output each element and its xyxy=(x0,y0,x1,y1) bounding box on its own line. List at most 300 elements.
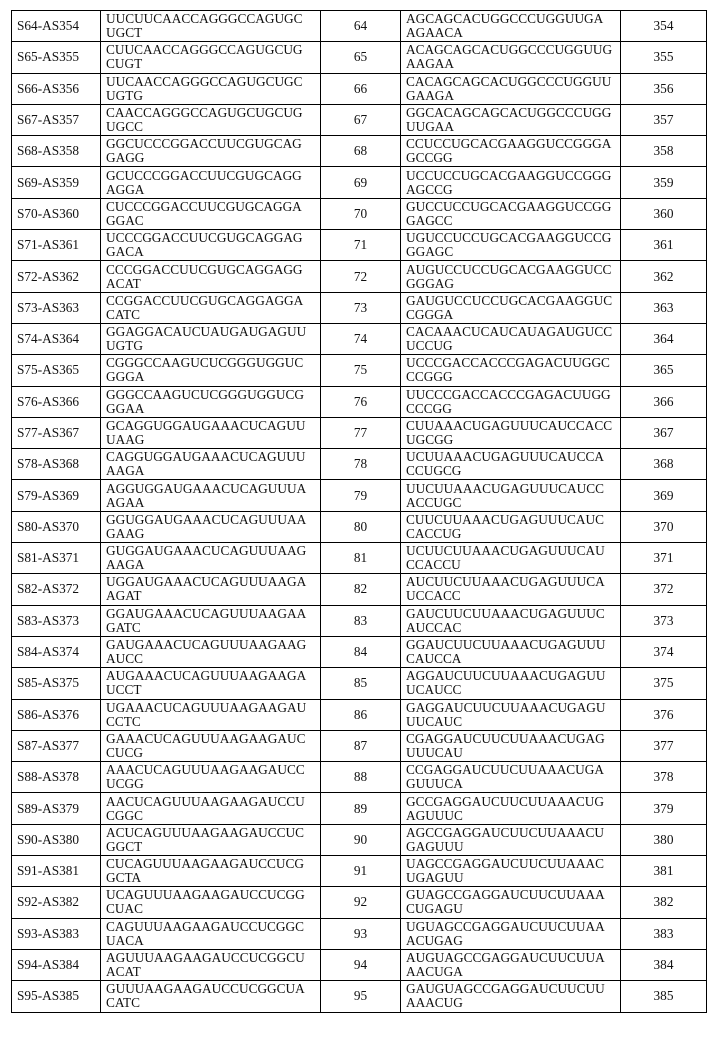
sense-sequence-cell xyxy=(101,136,321,167)
table-row xyxy=(12,793,707,824)
antisense-position: 357 xyxy=(653,112,674,128)
duplex-id-cell xyxy=(12,480,101,511)
antisense-sequence-line-2: CUGAGU xyxy=(406,901,463,917)
antisense-position: 371 xyxy=(653,550,674,566)
sense-sequence-line-2: GGAC xyxy=(106,212,144,228)
antisense-position: 378 xyxy=(653,769,674,785)
antisense-sequence-line-2: CCCGG xyxy=(406,400,452,416)
antisense-sequence-line-2: GGGAG xyxy=(406,275,455,291)
sense-position: 87 xyxy=(353,737,368,753)
antisense-sequence-line-2: ACCUGC xyxy=(406,494,462,510)
duplex-id: S95-AS385 xyxy=(17,988,80,1004)
sense-position-cell xyxy=(321,11,401,42)
antisense-sequence-line-2: UGCGG xyxy=(406,432,454,447)
duplex-id: S92-AS382 xyxy=(17,894,80,910)
table-row xyxy=(12,480,707,511)
antisense-position: 381 xyxy=(653,863,674,879)
duplex-id: S93-AS383 xyxy=(17,925,80,941)
duplex-id: S77-AS367 xyxy=(17,425,80,440)
antisense-sequence-line-2: AAGAA xyxy=(406,56,455,72)
antisense-sequence-line-2: CCACCU xyxy=(406,557,461,573)
table-row xyxy=(12,511,707,542)
table-row xyxy=(12,136,707,167)
antisense-position-cell xyxy=(621,42,707,73)
antisense-position: 377 xyxy=(653,737,674,753)
sense-position-cell xyxy=(321,699,401,730)
sense-position: 77 xyxy=(353,425,368,440)
sense-sequence-cell xyxy=(101,104,321,135)
sense-position-cell xyxy=(321,198,401,229)
sense-sequence-line-2: UGTG xyxy=(106,338,143,354)
antisense-sequence-line-2: CAUCCA xyxy=(406,651,462,667)
sense-sequence-line-1: UGGAUGAAACUCAGUUUAAGA xyxy=(106,574,307,590)
sense-sequence-line-1: GUGGAUGAAACUCAGUUUAAG xyxy=(106,543,307,559)
sense-position-cell xyxy=(321,824,401,855)
sense-sequence-line-2: AGAT xyxy=(106,588,142,604)
table-row xyxy=(12,543,707,574)
sense-sequence-line-2: CUAC xyxy=(106,901,143,917)
antisense-position-cell xyxy=(621,323,707,354)
antisense-sequence-line-1: UCUUCUUAAACUGAGUUUCAU xyxy=(406,543,605,559)
sense-sequence-line-2: CGGC xyxy=(106,807,143,823)
antisense-position-cell xyxy=(621,730,707,761)
antisense-sequence-cell xyxy=(401,480,621,511)
antisense-sequence-line-1: CACAGCAGCACUGGCCCUGGUU xyxy=(406,73,612,89)
sense-sequence-line-1: CAACCAGGGCCAGUGCUGCUG xyxy=(106,105,303,121)
sense-position-cell xyxy=(321,730,401,761)
sense-position-cell xyxy=(321,605,401,636)
antisense-position: 360 xyxy=(653,205,674,221)
antisense-sequence-cell xyxy=(401,856,621,887)
duplex-id: S68-AS358 xyxy=(17,143,80,159)
sense-sequence-cell xyxy=(101,668,321,699)
antisense-sequence-cell xyxy=(401,11,621,42)
antisense-sequence-cell xyxy=(401,730,621,761)
sense-sequence-line-2: UGCT xyxy=(106,25,143,41)
antisense-position: 358 xyxy=(653,143,674,159)
antisense-position-cell xyxy=(621,981,707,1012)
duplex-id-cell xyxy=(12,699,101,730)
antisense-sequence-cell xyxy=(401,918,621,949)
duplex-id-cell xyxy=(12,918,101,949)
duplex-id-cell xyxy=(12,104,101,135)
antisense-sequence-line-1: CCGAGGAUCUUCUUAAACUGA xyxy=(406,762,604,778)
antisense-sequence-line-1: GGAUCUUCUUAAACUGAGUUU xyxy=(406,637,606,653)
antisense-sequence-line-1: CUUAAACUGAGUUUCAUCCACC xyxy=(406,418,613,433)
antisense-sequence-line-1: GGCACAGCAGCACUGGCCCUGG xyxy=(406,105,612,121)
antisense-position: 375 xyxy=(653,675,674,691)
sense-position-cell xyxy=(321,292,401,323)
antisense-sequence-cell xyxy=(401,636,621,667)
antisense-sequence-line-2: AGUUUC xyxy=(406,807,463,823)
sense-position: 71 xyxy=(353,237,368,253)
sense-sequence-line-1: CUUCAACCAGGGCCAGUGCUG xyxy=(106,42,303,58)
sense-position: 82 xyxy=(353,581,368,597)
sense-position-cell xyxy=(321,636,401,667)
antisense-sequence-line-1: UUCCCGACCACCCGAGACUUGG xyxy=(406,386,611,402)
table-row xyxy=(12,42,707,73)
sense-sequence-line-2: CUGT xyxy=(106,56,143,72)
sense-sequence-line-1: CUCAGUUUAAGAAGAUCCUCG xyxy=(106,856,304,872)
sense-sequence-line-2: GGAA xyxy=(106,400,145,416)
antisense-position-cell xyxy=(621,104,707,135)
antisense-sequence-line-1: UGUAGCCGAGGAUCUUCUUAA xyxy=(406,918,605,934)
antisense-sequence-line-2: AUCCAC xyxy=(406,619,462,635)
antisense-sequence-line-1: CACAAACUCAUCAUAGAUGUCC xyxy=(406,324,613,340)
sense-sequence-line-1: CCCGGACCUUCGUGCAGGAGG xyxy=(106,261,303,277)
sense-sequence-line-1: GGUGGAUGAAACUCAGUUUAA xyxy=(106,511,307,527)
sense-position: 95 xyxy=(353,988,368,1004)
antisense-sequence-line-2: UCCUG xyxy=(406,338,453,354)
antisense-position-cell xyxy=(621,949,707,980)
sense-sequence-line-2: UGTG xyxy=(106,87,143,103)
sense-sequence-cell xyxy=(101,230,321,261)
table-row xyxy=(12,605,707,636)
sense-position-cell xyxy=(321,261,401,292)
sense-sequence-cell xyxy=(101,11,321,42)
sense-position-cell xyxy=(321,511,401,542)
duplex-id: S89-AS379 xyxy=(17,800,80,816)
sense-sequence-cell xyxy=(101,856,321,887)
sense-sequence-line-2: UAAG xyxy=(106,432,145,447)
duplex-id: S70-AS360 xyxy=(17,205,80,221)
sense-position: 73 xyxy=(353,299,368,315)
table-row xyxy=(12,261,707,292)
sense-sequence-line-2: GAAG xyxy=(106,525,145,541)
sense-position: 80 xyxy=(353,518,368,534)
antisense-sequence-cell xyxy=(401,261,621,292)
antisense-position-cell xyxy=(621,480,707,511)
sense-sequence-line-1: GGAGGACAUCUAUGAUGAGUU xyxy=(106,324,307,340)
sense-position-cell xyxy=(321,543,401,574)
antisense-position-cell xyxy=(621,762,707,793)
sense-position-cell xyxy=(321,42,401,73)
sense-sequence-cell xyxy=(101,480,321,511)
antisense-sequence-line-2: CCUGCG xyxy=(406,463,462,479)
sense-sequence-line-2: CCTC xyxy=(106,713,141,729)
antisense-sequence-line-1: UCCUCCUGCACGAAGGUCCGGG xyxy=(406,167,612,183)
sense-sequence-line-2: AAGA xyxy=(106,557,145,573)
table-row xyxy=(12,386,707,417)
sense-sequence-line-2: UCGG xyxy=(106,776,144,792)
sense-position: 79 xyxy=(353,487,368,503)
duplex-id-cell xyxy=(12,167,101,198)
antisense-sequence-line-2: AGAACA xyxy=(406,25,463,41)
antisense-sequence-cell xyxy=(401,417,621,448)
table-row xyxy=(12,636,707,667)
table-body xyxy=(12,11,707,1013)
sense-sequence-line-2: AGAA xyxy=(106,494,145,510)
antisense-position: 383 xyxy=(653,925,674,941)
antisense-sequence-cell xyxy=(401,574,621,605)
duplex-id-cell xyxy=(12,417,101,448)
antisense-sequence-line-1: GAUCUUCUUAAACUGAGUUUC xyxy=(406,605,605,621)
sense-sequence-line-2: AAGA xyxy=(106,463,145,479)
sense-sequence-cell xyxy=(101,981,321,1012)
antisense-position: 367 xyxy=(653,425,674,440)
antisense-position-cell xyxy=(621,511,707,542)
antisense-sequence-line-1: UAGCCGAGGAUCUUCUUAAAC xyxy=(406,856,604,872)
duplex-id-cell xyxy=(12,386,101,417)
antisense-sequence-line-1: AUGUCCUCCUGCACGAAGGUCC xyxy=(406,261,612,277)
sense-sequence-cell xyxy=(101,730,321,761)
sense-sequence-cell xyxy=(101,762,321,793)
sense-position-cell xyxy=(321,104,401,135)
table-row xyxy=(12,449,707,480)
sense-sequence-cell xyxy=(101,824,321,855)
duplex-id: S66-AS356 xyxy=(17,80,80,96)
sense-sequence-line-1: GGAUGAAACUCAGUUUAAGAA xyxy=(106,605,307,621)
duplex-id-cell xyxy=(12,292,101,323)
duplex-id-cell xyxy=(12,449,101,480)
table-row xyxy=(12,417,707,448)
duplex-id-cell xyxy=(12,574,101,605)
sense-position: 76 xyxy=(353,393,368,409)
antisense-sequence-cell xyxy=(401,762,621,793)
table-row xyxy=(12,856,707,887)
sense-sequence-line-2: GAGG xyxy=(106,150,145,166)
antisense-sequence-cell xyxy=(401,230,621,261)
antisense-position: 355 xyxy=(653,49,674,65)
table-row xyxy=(12,355,707,386)
antisense-sequence-line-1: ACAGCAGCACUGGCCCUGGUUG xyxy=(406,42,613,58)
antisense-sequence-cell xyxy=(401,605,621,636)
antisense-position: 356 xyxy=(653,80,674,96)
duplex-id-cell xyxy=(12,981,101,1012)
antisense-sequence-line-2: AACUGA xyxy=(406,964,463,980)
antisense-position-cell xyxy=(621,793,707,824)
duplex-id: S76-AS366 xyxy=(17,393,80,409)
antisense-sequence-cell xyxy=(401,981,621,1012)
sense-sequence-line-2: AUCC xyxy=(106,651,143,667)
antisense-sequence-cell xyxy=(401,292,621,323)
antisense-position-cell xyxy=(621,417,707,448)
antisense-sequence-cell xyxy=(401,355,621,386)
antisense-sequence-line-1: AGGAUCUUCUUAAACUGAGUU xyxy=(406,668,606,684)
duplex-id-cell xyxy=(12,511,101,542)
antisense-position: 372 xyxy=(653,581,674,597)
antisense-sequence-line-1: GUCCUCCUGCACGAAGGUCCGG xyxy=(406,198,612,214)
antisense-position-cell xyxy=(621,605,707,636)
sense-position-cell xyxy=(321,981,401,1012)
duplex-id: S90-AS380 xyxy=(17,831,80,847)
antisense-position-cell xyxy=(621,887,707,918)
sense-position-cell xyxy=(321,793,401,824)
table-row xyxy=(12,730,707,761)
antisense-sequence-cell xyxy=(401,668,621,699)
table-row xyxy=(12,981,707,1012)
sense-position: 68 xyxy=(353,143,368,159)
sense-sequence-line-1: CGGGCCAAGUCUCGGGUGGUC xyxy=(106,355,304,371)
sense-sequence-line-1: AUGAAACUCAGUUUAAGAAGA xyxy=(106,668,307,684)
sense-sequence-line-2: AGGA xyxy=(106,181,145,197)
duplex-id-cell xyxy=(12,762,101,793)
sense-sequence-line-1: ACUCAGUUUAAGAAGAUCCUC xyxy=(106,824,304,840)
sense-sequence-line-2: ACAT xyxy=(106,964,141,980)
sense-position: 64 xyxy=(353,18,368,34)
table-row xyxy=(12,762,707,793)
antisense-sequence-cell xyxy=(401,699,621,730)
sense-position-cell xyxy=(321,762,401,793)
sense-position: 75 xyxy=(353,362,368,378)
antisense-position-cell xyxy=(621,292,707,323)
table-row xyxy=(12,323,707,354)
sense-position: 67 xyxy=(353,112,368,128)
antisense-position: 363 xyxy=(653,299,674,315)
antisense-sequence-line-2: GGAGC xyxy=(406,244,454,260)
sense-position: 90 xyxy=(353,831,368,847)
sense-sequence-line-2: GGCT xyxy=(106,838,143,854)
duplex-id: S71-AS361 xyxy=(17,237,80,253)
sense-position-cell xyxy=(321,136,401,167)
antisense-sequence-cell xyxy=(401,323,621,354)
antisense-sequence-cell xyxy=(401,887,621,918)
sense-sequence-line-2: UGCC xyxy=(106,119,143,135)
antisense-sequence-cell xyxy=(401,167,621,198)
duplex-id: S78-AS368 xyxy=(17,456,80,472)
table-row xyxy=(12,167,707,198)
sense-position-cell xyxy=(321,856,401,887)
sense-position-cell xyxy=(321,949,401,980)
antisense-position-cell xyxy=(621,543,707,574)
antisense-position-cell xyxy=(621,73,707,104)
sense-position-cell xyxy=(321,480,401,511)
antisense-sequence-line-2: GCCGG xyxy=(406,150,453,166)
antisense-sequence-line-1: CUUCUUAAACUGAGUUUCAUC xyxy=(406,511,604,527)
table-row xyxy=(12,230,707,261)
table-row xyxy=(12,73,707,104)
sense-sequence-line-2: CATC xyxy=(106,995,140,1011)
antisense-position-cell xyxy=(621,11,707,42)
antisense-sequence-line-2: UUGAA xyxy=(406,119,455,135)
duplex-id-cell xyxy=(12,11,101,42)
sense-position: 84 xyxy=(353,644,368,660)
antisense-sequence-line-1: AGCAGCACUGGCCCUGGUUGA xyxy=(406,11,604,27)
sense-sequence-cell xyxy=(101,261,321,292)
table-row xyxy=(12,104,707,135)
duplex-id: S69-AS359 xyxy=(17,174,80,190)
table-row xyxy=(12,887,707,918)
antisense-position: 364 xyxy=(653,331,674,347)
sense-position-cell xyxy=(321,449,401,480)
antisense-position-cell xyxy=(621,198,707,229)
duplex-id: S73-AS363 xyxy=(17,299,80,315)
sirna-sequence-table xyxy=(11,10,707,1013)
antisense-sequence-line-1: UCUUAAACUGAGUUUCAUCCA xyxy=(406,449,604,465)
sense-sequence-cell xyxy=(101,386,321,417)
antisense-sequence-cell xyxy=(401,136,621,167)
sense-position: 78 xyxy=(353,456,368,472)
sense-position: 66 xyxy=(353,80,368,96)
sense-sequence-cell xyxy=(101,449,321,480)
antisense-sequence-line-2: CGGGA xyxy=(406,306,454,322)
sense-position: 94 xyxy=(353,957,368,973)
sense-sequence-cell xyxy=(101,323,321,354)
sense-position-cell xyxy=(321,323,401,354)
duplex-id-cell xyxy=(12,198,101,229)
sense-position: 88 xyxy=(353,769,368,785)
sense-sequence-cell xyxy=(101,511,321,542)
antisense-sequence-line-2: GAAGA xyxy=(406,87,455,103)
antisense-sequence-line-1: AGCCGAGGAUCUUCUUAAACU xyxy=(406,824,604,840)
sense-sequence-line-1: GCUCCCGGACCUUCGUGCAGG xyxy=(106,167,302,183)
antisense-position: 384 xyxy=(653,957,674,973)
duplex-id: S75-AS365 xyxy=(17,362,80,378)
antisense-position-cell xyxy=(621,167,707,198)
sense-sequence-cell xyxy=(101,636,321,667)
antisense-sequence-line-1: AUCUUCUUAAACUGAGUUUCA xyxy=(406,574,605,590)
sense-sequence-cell xyxy=(101,167,321,198)
sense-position-cell xyxy=(321,574,401,605)
sense-sequence-cell xyxy=(101,198,321,229)
sense-sequence-line-1: AGUUUAAGAAGAUCCUCGGCU xyxy=(106,950,305,966)
duplex-id-cell xyxy=(12,856,101,887)
antisense-position-cell xyxy=(621,230,707,261)
antisense-position: 370 xyxy=(653,518,674,534)
antisense-sequence-cell xyxy=(401,793,621,824)
sense-sequence-line-1: UCCCGGACCUUCGUGCAGGAG xyxy=(106,230,303,246)
antisense-sequence-line-2: GAGUUU xyxy=(406,838,464,854)
sense-sequence-line-1: UCAGUUUAAGAAGAUCCUCGG xyxy=(106,887,305,903)
sense-sequence-line-2: ACAT xyxy=(106,275,141,291)
sense-position: 85 xyxy=(353,675,368,691)
antisense-sequence-line-1: GAGGAUCUUCUUAAACUGAGU xyxy=(406,699,606,715)
duplex-id: S85-AS375 xyxy=(17,675,80,691)
table-row xyxy=(12,824,707,855)
antisense-sequence-line-1: GUAGCCGAGGAUCUUCUUAAA xyxy=(406,887,605,903)
antisense-sequence-line-1: GAUGUCCUCCUGCACGAAGGUC xyxy=(406,292,613,308)
duplex-id: S87-AS377 xyxy=(17,737,80,753)
antisense-sequence-line-2: GAGCC xyxy=(406,212,453,228)
duplex-id-cell xyxy=(12,887,101,918)
antisense-position-cell xyxy=(621,824,707,855)
duplex-id: S94-AS384 xyxy=(17,957,80,973)
antisense-sequence-line-2: UGAGUU xyxy=(406,870,464,886)
duplex-id-cell xyxy=(12,230,101,261)
duplex-id-cell xyxy=(12,355,101,386)
antisense-position-cell xyxy=(621,261,707,292)
antisense-sequence-cell xyxy=(401,42,621,73)
table-row xyxy=(12,198,707,229)
antisense-position-cell xyxy=(621,449,707,480)
duplex-id: S67-AS357 xyxy=(17,112,80,128)
antisense-position-cell xyxy=(621,699,707,730)
sense-sequence-cell xyxy=(101,355,321,386)
antisense-sequence-line-2: UUUCAU xyxy=(406,744,463,760)
duplex-id-cell xyxy=(12,136,101,167)
duplex-id: S64-AS354 xyxy=(17,18,80,34)
table-row xyxy=(12,949,707,980)
antisense-position: 354 xyxy=(653,18,674,34)
sense-position: 92 xyxy=(353,894,368,910)
antisense-sequence-line-2: ACUGAG xyxy=(406,932,463,948)
duplex-id-cell xyxy=(12,42,101,73)
table-row xyxy=(12,918,707,949)
sense-sequence-line-1: AGGUGGAUGAAACUCAGUUUA xyxy=(106,480,307,496)
antisense-position: 382 xyxy=(653,894,674,910)
sense-position-cell xyxy=(321,417,401,448)
antisense-position-cell xyxy=(621,918,707,949)
antisense-sequence-line-1: CGAGGAUCUUCUUAAACUGAG xyxy=(406,730,605,746)
sense-position-cell xyxy=(321,230,401,261)
sense-sequence-cell xyxy=(101,417,321,448)
sense-position: 69 xyxy=(353,174,368,190)
antisense-position: 376 xyxy=(653,706,674,722)
sense-sequence-line-1: AAACUCAGUUUAAGAAGAUCC xyxy=(106,762,305,778)
duplex-id: S74-AS364 xyxy=(17,331,80,347)
sense-sequence-line-1: GGGCCAAGUCUCGGGUGGUCG xyxy=(106,386,304,402)
antisense-position-cell xyxy=(621,355,707,386)
